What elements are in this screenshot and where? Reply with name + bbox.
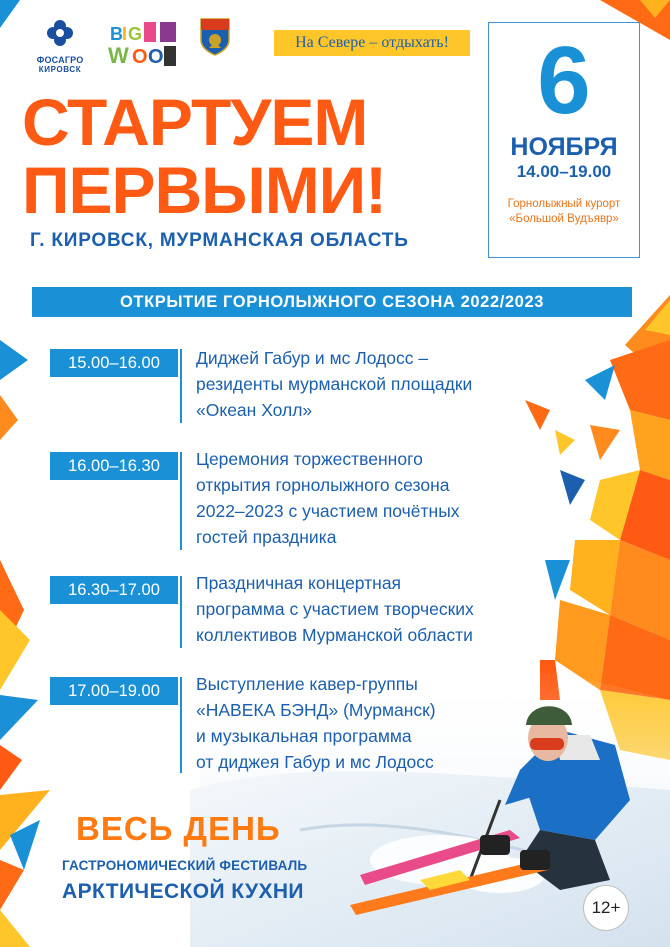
bigwood-letter: B xyxy=(110,24,123,44)
event-line: Церемония торжественного xyxy=(196,449,423,469)
age-rating-badge: 12+ xyxy=(583,885,629,931)
fosagro-city: КИРОВСК xyxy=(38,65,82,74)
event-line: гостей праздника xyxy=(196,527,337,547)
event-time: 16.30–17.00 xyxy=(50,576,178,604)
event-line: коллективов Мурманской области xyxy=(196,625,473,645)
venue-line-2: «Большой Вудъявр» xyxy=(509,213,619,225)
event-day: 6 xyxy=(537,27,591,134)
event-time: 15.00–16.00 xyxy=(50,349,178,377)
event-description xyxy=(196,446,556,550)
bigwood-letter: I xyxy=(122,24,128,44)
event-line: «НАВЕКА БЭНД» (Мурманск) xyxy=(196,700,436,720)
festival-subtitle: АРКТИЧЕСКОЙ КУХНИ xyxy=(62,880,304,903)
all-day-title: ВЕСЬ ДЕНЬ xyxy=(76,810,281,847)
bigwood-letter: O xyxy=(148,46,164,68)
event-description xyxy=(196,570,556,648)
event-line: и музыкальная программа xyxy=(196,726,412,746)
event-hours: 14.00–19.00 xyxy=(516,162,612,181)
venue-line-1: Горнолыжный курорт xyxy=(507,198,621,210)
event-line: 2022–2023 с участием почётных xyxy=(196,501,460,521)
event-line: открытия горнолыжного сезона xyxy=(196,475,450,495)
event-line: резиденты мурманской площадки xyxy=(196,374,473,394)
event-line: «Океан Холл» xyxy=(196,400,313,420)
event-line: программа с участием творческих xyxy=(196,599,474,619)
event-line: Выступление кавер-группы xyxy=(196,674,418,694)
event-line: Праздничная концертная xyxy=(196,573,402,593)
event-line: Диджей Габур и мс Лодосс – xyxy=(196,348,429,368)
event-time: 17.00–19.00 xyxy=(50,677,178,705)
event-description xyxy=(196,671,556,775)
event-month: НОЯБРЯ xyxy=(510,133,618,161)
festival-name: ГАСТРОНОМИЧЕСКИЙ ФЕСТИВАЛЬ xyxy=(62,858,308,873)
event-description xyxy=(196,345,556,423)
event-time: 16.00–16.30 xyxy=(50,452,178,480)
location-text: Г. КИРОВСК, МУРМАНСКАЯ ОБЛАСТЬ xyxy=(30,230,409,251)
headline-line-2: ПЕРВЫМИ! xyxy=(22,153,387,227)
event-divider xyxy=(180,576,182,648)
season-banner: ОТКРЫТИЕ ГОРНОЛЫЖНОГО СЕЗОНА 2022/2023 xyxy=(32,287,632,317)
event-divider xyxy=(180,452,182,550)
event-divider xyxy=(180,349,182,423)
fosagro-name: ФОСАГРО xyxy=(36,55,84,65)
bigwood-letter: G xyxy=(128,24,143,44)
bigwood-letter: O xyxy=(132,46,148,68)
slogan-banner: На Севере – отдыхать! xyxy=(274,30,470,56)
event-divider xyxy=(180,677,182,773)
bigwood-letter: W xyxy=(108,43,129,68)
event-line: от диджея Габур и мс Лодосс xyxy=(196,752,434,772)
headline-line-1: СТАРТУЕМ xyxy=(22,85,368,159)
